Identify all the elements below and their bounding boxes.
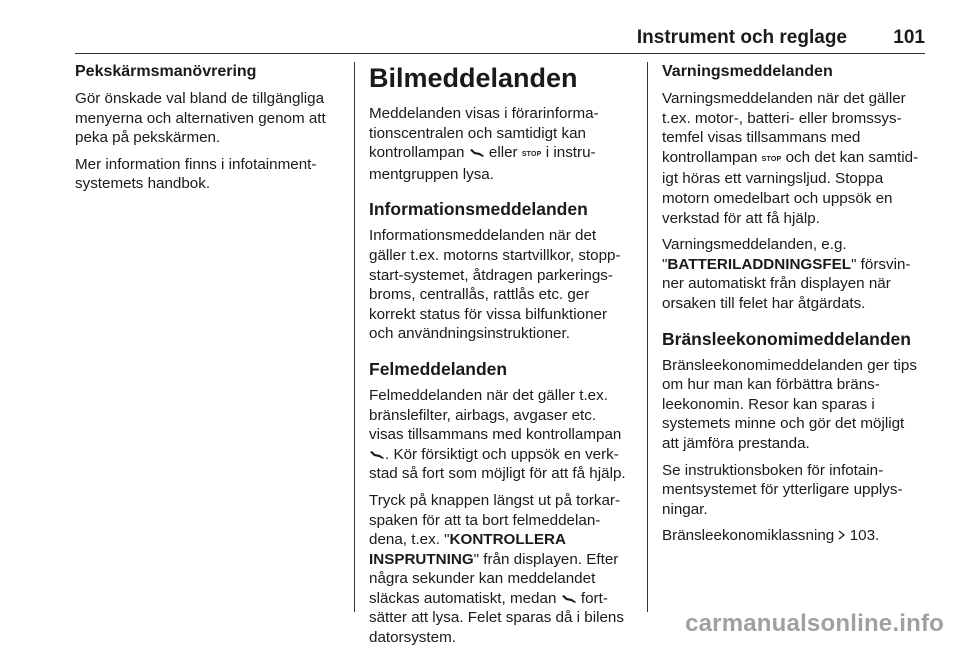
heading-pekskarm: Pekskärmsmanövrering (75, 63, 257, 80)
wrench-icon (561, 594, 577, 604)
header-title: Instrument och reglage (636, 27, 847, 48)
wrench-icon (469, 148, 485, 158)
heading-fel: Felmeddelanden (369, 358, 508, 379)
page-reference-link[interactable]: 103. (849, 527, 880, 545)
paragraph: Informationsmeddelanden när det gäller t.ex. motorns startvillkor, stopp-start-systemet, åtdragen parkeringsbroms, centrallås, rattlås etc. ger korrekt status för vissa bilfunktioner och användningsinstruktioner. (369, 227, 621, 343)
stop-icon: STOP (761, 155, 782, 163)
page-header (75, 18, 925, 52)
paragraph: Varningsmeddelanden när det gäller t.ex. motor-, batteri- eller bromssystemfel visas tillsammans med kontrollampan STOP och det kan samtidigt höras ett varningsljud. Stoppa motorn omedelbart och uppsök en verkstad för att få hjälp. (662, 90, 919, 227)
page-number: 101 (893, 27, 925, 48)
bold-message: KONTROLLERA INSPRUTNING (369, 531, 566, 568)
paragraph: Bränsleekonomiklassning 103. (662, 527, 880, 545)
paragraph: Tryck på knappen längst ut på torkarspaken för att ta bort felmeddelandena, t.ex. "KONTROLLERA INSPRUTNING" från displayen. Efter några sekunder kan meddelandet släckas automatiskt, medan fortsätter att lysa. Felet sparas då i bilens datorsystem. (369, 491, 624, 647)
wrench-icon (369, 450, 385, 460)
paragraph: Gör önskade val bland de tillgängliga menyerna och alternativen genom att peka på pekskärmen. (75, 90, 326, 147)
paragraph: Meddelanden visas i förarinformationscentralen och samtidigt kan kontrollampan eller STOP i instrumentgruppen lysa. (369, 105, 599, 183)
header-rule (75, 53, 925, 54)
column-divider-1 (354, 62, 355, 612)
section-title: Bilmeddelanden (369, 63, 578, 93)
stop-icon: STOP (521, 151, 542, 159)
column-divider-2 (647, 62, 648, 612)
paragraph: Mer information finns i infotainmentsystemets handbok. (75, 155, 317, 193)
column-1 (75, 62, 337, 201)
heading-varning: Varningsmeddelanden (662, 63, 833, 80)
paragraph: Felmeddelanden när det gäller t.ex. bränslefilter, airbags, avgaser etc. visas tillsammans med kontrollampan . Kör försiktigt och uppsök en verkstad så fort som möjligt för att få hjälp. (369, 386, 626, 483)
heading-bransle: Bränsleekonomimeddelanden (662, 328, 911, 349)
reference-arrow-icon (838, 530, 845, 540)
bold-message: BATTERILADDNINGSFEL (667, 255, 852, 273)
paragraph: Varningsmeddelanden, e.g. "BATTERILADDNINGSFEL" försvinner automatiskt från displayen när orsaken till felet har åtgärdats. (662, 236, 911, 312)
heading-information: Informationsmeddelanden (369, 199, 588, 220)
watermark: carmanualsonline.info (685, 610, 944, 637)
paragraph: Se instruktionsboken för infotainmentsystemet för ytterligare upplysningar. (662, 461, 903, 518)
paragraph: Bränsleekonomimeddelanden ger tips om hur man kan förbättra bränsleekonomin. Resor kan sparas i systemets minne och gör det möjligt att jämföra prestanda. (662, 356, 917, 452)
column-2 (369, 62, 631, 655)
column-3 (662, 62, 924, 553)
